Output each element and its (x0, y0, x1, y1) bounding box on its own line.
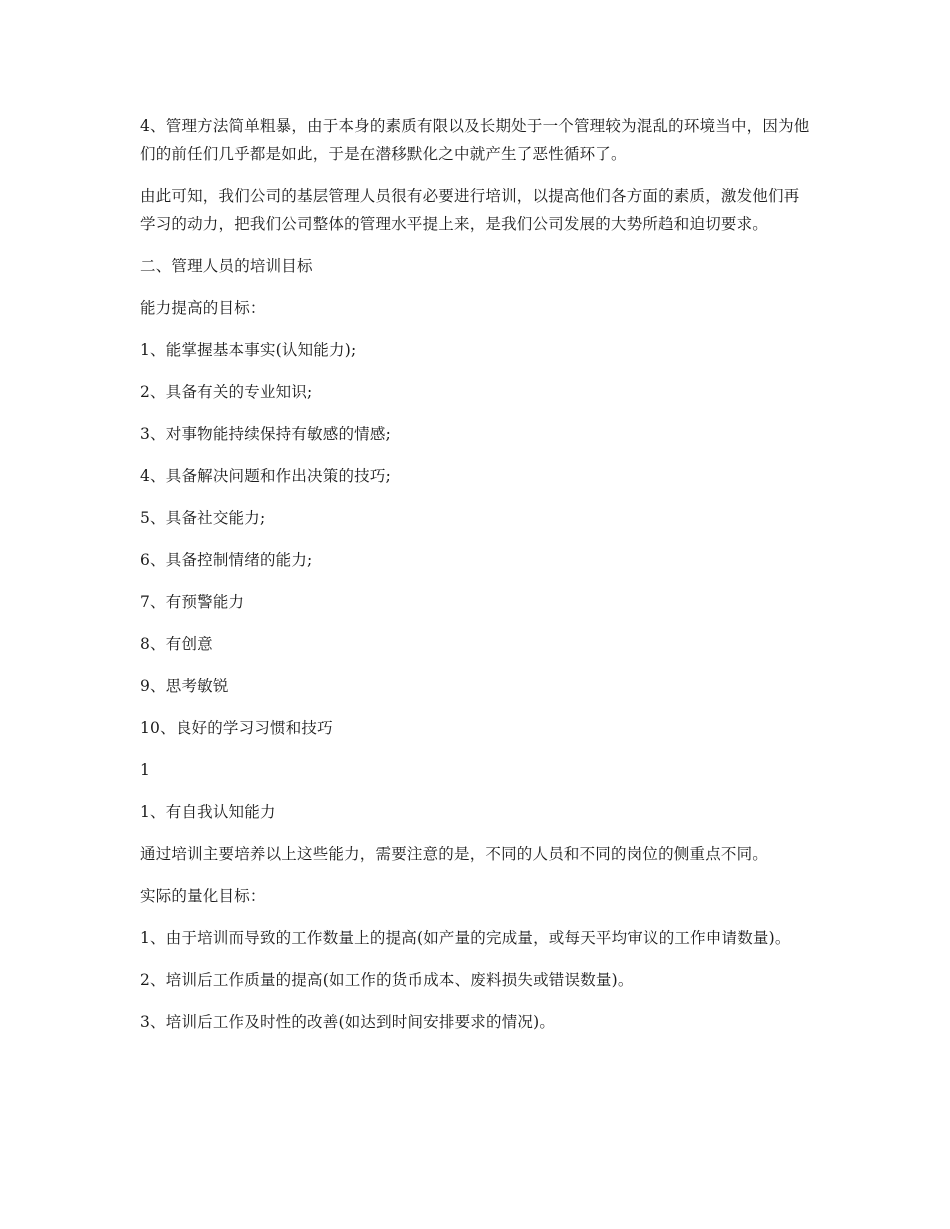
paragraph-training-necessity: 由此可知，我们公司的基层管理人员很有必要进行培训，以提高他们各方面的素质，激发他们再学习的动力，把我们公司整体的管理水平提上来，是我们公司发展的大势所趋和迫切要求。 (140, 187, 800, 233)
list-item: 10、良好的学习习惯和技巧 (140, 719, 333, 737)
list-item: 1、有自我认知能力 (140, 803, 276, 821)
list-item: 6、具备控制情绪的能力; (140, 551, 313, 569)
list-item: 5、具备社交能力; (140, 509, 266, 527)
document-body (140, 112, 812, 1050)
list-item: 3、培训后工作及时性的改善(如达到时间安排要求的情况)。 (140, 1013, 556, 1031)
subheading-ability-goals: 能力提高的目标： (140, 299, 266, 317)
list-item: 1、能掌握基本事实(认知能力); (140, 341, 357, 359)
section-heading-training-goals: 二、管理人员的培训目标 (140, 257, 313, 275)
list-item: 2、培训后工作质量的提高(如工作的货币成本、废料损失或错误数量)。 (140, 971, 634, 989)
list-item: 3、对事物能持续保持有敏感的情感; (140, 425, 391, 443)
paragraph-management-methods: 4、管理方法简单粗暴，由于本身的素质有限以及长期处于一个管理较为混乱的环境当中，因为他们的前任们几乎都是如此，于是在潜移默化之中就产生了恶性循环了。 (140, 117, 810, 163)
list-item: 8、有创意 (140, 635, 213, 653)
page-number: 1 (140, 761, 151, 779)
list-item: 7、有预警能力 (140, 593, 245, 611)
list-item: 2、具备有关的专业知识; (140, 383, 313, 401)
subheading-quantified-goals: 实际的量化目标： (140, 887, 266, 905)
list-item: 9、思考敏锐 (140, 677, 229, 695)
paragraph-training-focus: 通过培训主要培养以上这些能力，需要注意的是，不同的人员和不同的岗位的侧重点不同。 (140, 845, 769, 863)
list-item: 1、由于培训而导致的工作数量上的提高(如产量的完成量，或每天平均审议的工作申请数量)。 (140, 929, 791, 947)
list-item: 4、具备解决问题和作出决策的技巧; (140, 467, 391, 485)
